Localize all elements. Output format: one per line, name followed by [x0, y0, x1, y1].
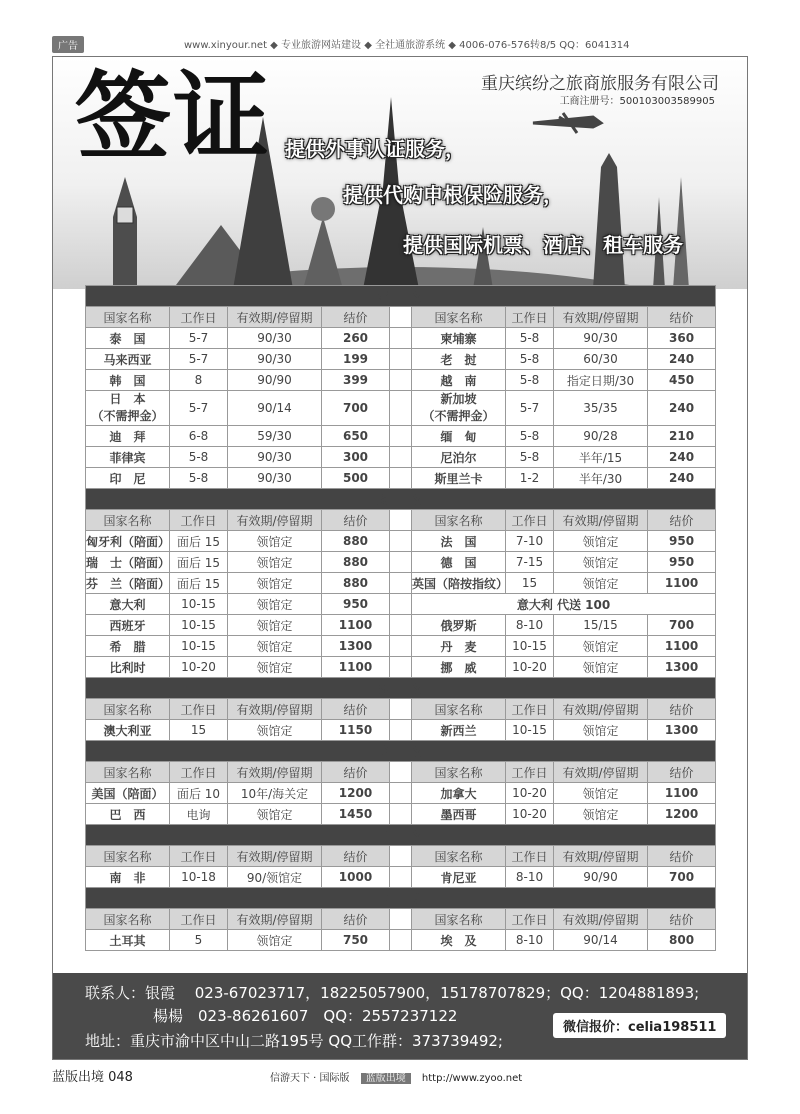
airplane-icon [533, 113, 601, 133]
column-header: 结价 [322, 699, 390, 720]
table-row [86, 867, 716, 888]
country-name: 俄罗斯 [412, 615, 506, 636]
validity-stay: 领馆定 [554, 552, 648, 573]
validity-stay: 领馆定 [554, 720, 648, 741]
work-days: 5 [170, 930, 228, 951]
validity-stay: 领馆定 [554, 657, 648, 678]
work-days: 10-15 [170, 636, 228, 657]
work-days: 5-7 [170, 391, 228, 426]
work-days: 10-20 [506, 804, 554, 825]
table-row [86, 426, 716, 447]
work-days: 8-10 [506, 930, 554, 951]
column-header: 国家名称 [412, 510, 506, 531]
column-separator [390, 552, 412, 573]
work-days: 10-20 [506, 783, 554, 804]
validity-stay: 领馆定 [228, 552, 322, 573]
country-name: 斯里兰卡 [412, 468, 506, 489]
country-name: 土耳其 [86, 930, 170, 951]
page-number: 蓝版出境 048 [52, 1070, 133, 1085]
validity-stay: 领馆定 [554, 531, 648, 552]
work-days: 10-15 [506, 636, 554, 657]
column-separator [390, 447, 412, 468]
column-header: 结价 [322, 909, 390, 930]
header-row [86, 762, 716, 783]
price: 1100 [648, 783, 716, 804]
validity-stay: 60/30 [554, 349, 648, 370]
column-header: 有效期/停留期 [228, 699, 322, 720]
section-row [86, 888, 716, 909]
work-days: 5-8 [506, 426, 554, 447]
column-header: 有效期/停留期 [228, 846, 322, 867]
top-bar [52, 34, 748, 52]
column-separator [390, 930, 412, 951]
column-header: 结价 [648, 307, 716, 328]
validity-stay: 35/35 [554, 391, 648, 426]
table-row [86, 573, 716, 594]
column-header: 国家名称 [412, 909, 506, 930]
country-name: 南 非 [86, 867, 170, 888]
work-days: 8-10 [506, 615, 554, 636]
contact-line-1: 联系人：银霞 023-67023717，18225057900，15178707829；QQ：1204881893; [85, 984, 700, 1002]
price: 950 [322, 594, 390, 615]
work-days: 5-8 [506, 447, 554, 468]
section-row [86, 489, 716, 510]
table-row [86, 391, 716, 426]
validity-stay: 90/30 [228, 447, 322, 468]
price: 240 [648, 349, 716, 370]
validity-stay: 领馆定 [554, 636, 648, 657]
column-separator [390, 391, 412, 426]
publication-url: http://www.zyoo.net [421, 1073, 523, 1084]
validity-stay: 90/14 [228, 391, 322, 426]
country-name: 埃 及 [412, 930, 506, 951]
country-name: 美国（陪面） [86, 783, 170, 804]
country-name: 韩 国 [86, 370, 170, 391]
work-days: 10-15 [506, 720, 554, 741]
wechat-badge: 微信报价：celia198511 [553, 1013, 726, 1038]
price: 300 [322, 447, 390, 468]
country-name: 丹 麦 [412, 636, 506, 657]
work-days: 8 [170, 370, 228, 391]
column-header: 工作日 [506, 762, 554, 783]
header-row [86, 510, 716, 531]
table-row [86, 328, 716, 349]
work-days: 5-8 [506, 349, 554, 370]
column-separator [390, 657, 412, 678]
price: 1100 [648, 573, 716, 594]
price: 199 [322, 349, 390, 370]
visa-price-table [85, 285, 716, 951]
work-days: 面后 10 [170, 783, 228, 804]
price: 700 [322, 391, 390, 426]
work-days: 15 [506, 573, 554, 594]
column-separator [390, 867, 412, 888]
country-name: 新西兰 [412, 720, 506, 741]
price: 650 [322, 426, 390, 447]
table-row [86, 930, 716, 951]
ad-page [52, 56, 748, 1060]
country-name: 匈牙利（陪面） [86, 531, 170, 552]
country-name: 马来西亚 [86, 349, 170, 370]
column-header: 工作日 [506, 307, 554, 328]
column-header: 有效期/停留期 [554, 510, 648, 531]
section-title: 澳 洲 [86, 678, 716, 699]
column-header: 国家名称 [412, 846, 506, 867]
country-name: 巴 西 [86, 804, 170, 825]
column-separator [390, 699, 412, 720]
italy-delivery-note: 意大利 代送 100 [412, 594, 716, 615]
table-row [86, 349, 716, 370]
work-days: 5-8 [506, 328, 554, 349]
section-row [86, 741, 716, 762]
country-name: 西班牙 [86, 615, 170, 636]
country-name: 越 南 [412, 370, 506, 391]
column-header: 国家名称 [86, 699, 170, 720]
work-days: 5-7 [170, 349, 228, 370]
column-separator [390, 720, 412, 741]
table-row [86, 447, 716, 468]
section-title: 美 洲 [86, 741, 716, 762]
column-separator [390, 307, 412, 328]
country-name: 墨西哥 [412, 804, 506, 825]
price: 1100 [322, 615, 390, 636]
column-header: 有效期/停留期 [554, 699, 648, 720]
statue-of-liberty-icon [593, 153, 625, 289]
country-name: 希 腊 [86, 636, 170, 657]
work-days: 5-7 [506, 391, 554, 426]
validity-stay: 领馆定 [228, 657, 322, 678]
price: 750 [322, 930, 390, 951]
price: 1200 [322, 783, 390, 804]
country-name: 德 国 [412, 552, 506, 573]
price: 500 [322, 468, 390, 489]
column-header: 工作日 [170, 510, 228, 531]
column-header: 国家名称 [86, 909, 170, 930]
header-row [86, 307, 716, 328]
work-days: 5-8 [506, 370, 554, 391]
section-row [86, 286, 716, 307]
column-header: 工作日 [506, 909, 554, 930]
price: 360 [648, 328, 716, 349]
country-name: 法 国 [412, 531, 506, 552]
country-name: 日 本 （不需押金） [86, 391, 170, 426]
validity-stay: 10年/海关定 [228, 783, 322, 804]
column-header: 工作日 [170, 699, 228, 720]
price: 240 [648, 468, 716, 489]
validity-stay: 90/30 [228, 328, 322, 349]
publication-name: 信游天下 · 国际版 [270, 1073, 350, 1084]
table-row [86, 783, 716, 804]
column-header: 有效期/停留期 [554, 909, 648, 930]
price: 880 [322, 552, 390, 573]
price: 1150 [322, 720, 390, 741]
price: 1200 [648, 804, 716, 825]
country-name: 挪 威 [412, 657, 506, 678]
price: 450 [648, 370, 716, 391]
contact-line-2: 楊楊 023-86261607 QQ：2557237122 [153, 1007, 458, 1025]
slogan-1: 提供外事认证服务， [285, 137, 465, 161]
column-header: 结价 [322, 510, 390, 531]
work-days: 7-15 [506, 552, 554, 573]
column-separator [390, 594, 412, 615]
column-header: 结价 [648, 846, 716, 867]
validity-stay: 90/30 [228, 349, 322, 370]
section-row [86, 678, 716, 699]
top-info: www.xinyour.net ◆ 专业旅游网站建设 ◆ 全社通旅游系统 ◆ 4006-076-576转8/5 QQ：6041314 [184, 40, 630, 51]
section-title: 非 洲 [86, 825, 716, 846]
validity-stay: 领馆定 [228, 573, 322, 594]
validity-stay: 领馆定 [228, 636, 322, 657]
validity-stay: 领馆定 [228, 930, 322, 951]
column-header: 国家名称 [412, 762, 506, 783]
country-name: 新加坡 （不需押金） [412, 391, 506, 426]
column-header: 有效期/停留期 [554, 762, 648, 783]
price: 399 [322, 370, 390, 391]
column-separator [390, 909, 412, 930]
column-header: 工作日 [170, 909, 228, 930]
column-separator [390, 846, 412, 867]
table-row [86, 552, 716, 573]
column-header: 结价 [648, 762, 716, 783]
work-days: 5-7 [170, 328, 228, 349]
column-separator [390, 573, 412, 594]
work-days: 面后 15 [170, 552, 228, 573]
column-separator [390, 615, 412, 636]
price: 700 [648, 615, 716, 636]
country-name: 缅 甸 [412, 426, 506, 447]
table-row [86, 468, 716, 489]
column-header: 工作日 [170, 307, 228, 328]
work-days: 10-15 [170, 615, 228, 636]
address-line: 地址：重庆市渝中区中山二路195号 QQ工作群：373739492; [85, 1032, 503, 1050]
validity-stay: 90/30 [228, 468, 322, 489]
column-separator [390, 468, 412, 489]
work-days: 10-20 [170, 657, 228, 678]
section-title: 欧 洲 [86, 489, 716, 510]
column-header: 结价 [322, 846, 390, 867]
validity-stay: 领馆定 [554, 783, 648, 804]
table-row [86, 720, 716, 741]
validity-stay: 领馆定 [554, 573, 648, 594]
section-title: 中 东 [86, 888, 716, 909]
contact-footer [53, 973, 747, 1059]
column-header: 国家名称 [86, 510, 170, 531]
column-header: 结价 [322, 762, 390, 783]
column-header: 国家名称 [412, 307, 506, 328]
price: 1100 [648, 636, 716, 657]
table-row [86, 615, 716, 636]
publication-info [270, 1069, 522, 1084]
work-days: 电询 [170, 804, 228, 825]
price: 260 [322, 328, 390, 349]
section-row [86, 825, 716, 846]
column-separator [390, 531, 412, 552]
column-header: 结价 [322, 307, 390, 328]
registration-number: 工商注册号：500103003589905 [559, 96, 715, 107]
hero-title: 签证 [75, 60, 271, 173]
validity-stay: 领馆定 [554, 804, 648, 825]
column-header: 工作日 [170, 846, 228, 867]
country-name: 菲律宾 [86, 447, 170, 468]
work-days: 8-10 [506, 867, 554, 888]
column-separator [390, 783, 412, 804]
validity-stay: 指定日期/30 [554, 370, 648, 391]
column-separator [390, 510, 412, 531]
work-days: 面后 15 [170, 573, 228, 594]
work-days: 7-10 [506, 531, 554, 552]
validity-stay: 59/30 [228, 426, 322, 447]
table-row [86, 594, 716, 615]
column-header: 国家名称 [412, 699, 506, 720]
country-name: 加拿大 [412, 783, 506, 804]
column-header: 有效期/停留期 [228, 762, 322, 783]
validity-stay: 90/30 [554, 328, 648, 349]
validity-stay: 领馆定 [228, 594, 322, 615]
work-days: 10-18 [170, 867, 228, 888]
column-separator [390, 328, 412, 349]
price: 240 [648, 447, 716, 468]
column-header: 工作日 [506, 699, 554, 720]
validity-stay: 半年/15 [554, 447, 648, 468]
validity-stay: 领馆定 [228, 720, 322, 741]
country-name: 肯尼亚 [412, 867, 506, 888]
country-name: 柬埔寨 [412, 328, 506, 349]
column-separator [390, 762, 412, 783]
price: 1300 [322, 636, 390, 657]
validity-stay: 90/领馆定 [228, 867, 322, 888]
country-name: 尼泊尔 [412, 447, 506, 468]
price: 1000 [322, 867, 390, 888]
column-header: 有效期/停留期 [228, 510, 322, 531]
price: 1300 [648, 720, 716, 741]
header-row [86, 699, 716, 720]
clock-tower-icon [113, 177, 137, 289]
validity-stay: 半年/30 [554, 468, 648, 489]
price: 800 [648, 930, 716, 951]
bottom-bar [52, 1066, 748, 1086]
country-name: 瑞 士（陪面） [86, 552, 170, 573]
price: 700 [648, 867, 716, 888]
work-days: 1-2 [506, 468, 554, 489]
column-header: 结价 [648, 909, 716, 930]
section-title: 亚 洲 [86, 286, 716, 307]
country-name: 老 挝 [412, 349, 506, 370]
price: 210 [648, 426, 716, 447]
work-days: 6-8 [170, 426, 228, 447]
table-row [86, 370, 716, 391]
country-name: 芬 兰（陪面） [86, 573, 170, 594]
country-name: 迪 拜 [86, 426, 170, 447]
header-row [86, 846, 716, 867]
header-row [86, 909, 716, 930]
slogan-3: 提供国际机票、酒店、租车服务 [403, 233, 683, 257]
publication-tag: 蓝版出境 [361, 1073, 411, 1084]
column-header: 有效期/停留期 [228, 307, 322, 328]
hero-banner [53, 57, 747, 289]
column-separator [390, 349, 412, 370]
column-header: 有效期/停留期 [554, 846, 648, 867]
price: 950 [648, 552, 716, 573]
table-row [86, 804, 716, 825]
country-name: 泰 国 [86, 328, 170, 349]
country-name: 意大利 [86, 594, 170, 615]
column-header: 结价 [648, 510, 716, 531]
company-name: 重庆缤纷之旅商旅服务有限公司 [481, 74, 719, 94]
column-header: 工作日 [170, 762, 228, 783]
table-row [86, 531, 716, 552]
column-separator [390, 426, 412, 447]
country-name: 英国（陪按指纹） [412, 573, 506, 594]
work-days: 面后 15 [170, 531, 228, 552]
slogan-2: 提供代购申根保险服务， [343, 183, 563, 207]
validity-stay: 领馆定 [228, 804, 322, 825]
validity-stay: 90/14 [554, 930, 648, 951]
work-days: 5-8 [170, 468, 228, 489]
price: 880 [322, 573, 390, 594]
ad-tag: 广告 [52, 36, 84, 53]
table-row [86, 657, 716, 678]
taj-mahal-icon [311, 197, 335, 221]
column-header: 国家名称 [86, 307, 170, 328]
validity-stay: 领馆定 [228, 615, 322, 636]
price: 1100 [322, 657, 390, 678]
price: 880 [322, 531, 390, 552]
column-separator [390, 804, 412, 825]
price: 950 [648, 531, 716, 552]
column-header: 有效期/停留期 [554, 307, 648, 328]
column-header: 工作日 [506, 510, 554, 531]
work-days: 15 [170, 720, 228, 741]
validity-stay: 90/90 [554, 867, 648, 888]
country-name: 比利时 [86, 657, 170, 678]
work-days: 10-15 [170, 594, 228, 615]
column-header: 国家名称 [86, 846, 170, 867]
price: 1450 [322, 804, 390, 825]
column-separator [390, 370, 412, 391]
price: 240 [648, 391, 716, 426]
column-header: 结价 [648, 699, 716, 720]
validity-stay: 90/28 [554, 426, 648, 447]
column-header: 国家名称 [86, 762, 170, 783]
work-days: 10-20 [506, 657, 554, 678]
validity-stay: 领馆定 [228, 531, 322, 552]
country-name: 印 尼 [86, 468, 170, 489]
column-separator [390, 636, 412, 657]
work-days: 5-8 [170, 447, 228, 468]
country-name: 澳大利亚 [86, 720, 170, 741]
validity-stay: 90/90 [228, 370, 322, 391]
validity-stay: 15/15 [554, 615, 648, 636]
column-header: 工作日 [506, 846, 554, 867]
column-header: 有效期/停留期 [228, 909, 322, 930]
price: 1300 [648, 657, 716, 678]
table-row [86, 636, 716, 657]
